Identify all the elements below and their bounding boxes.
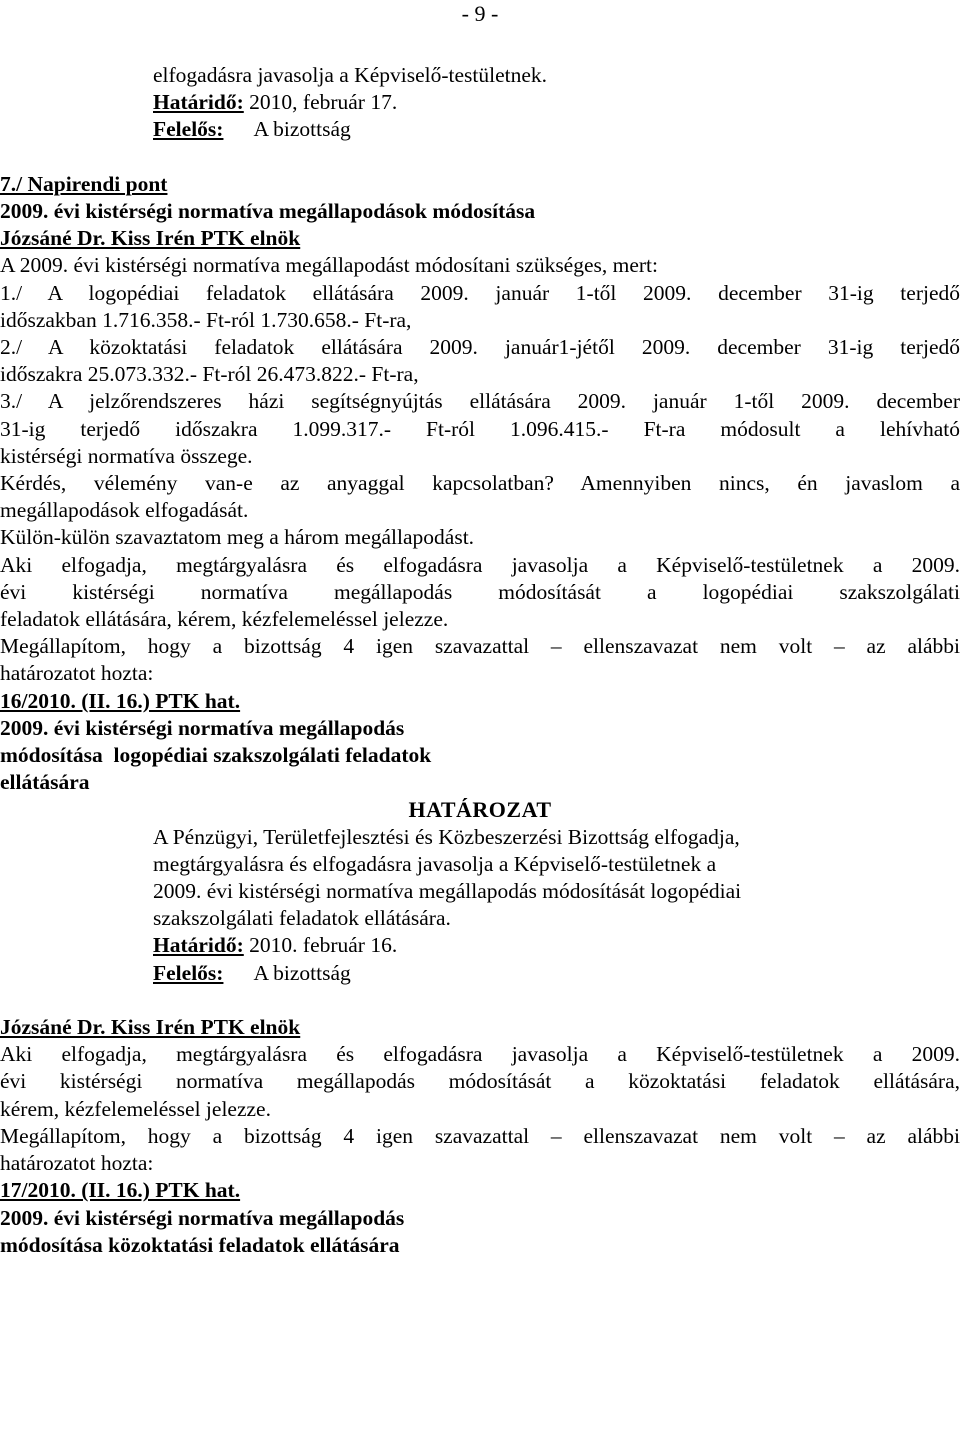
- page-number: - 9 -: [461, 1, 499, 26]
- body-line: 31-ig terjedő időszakra 1.099.317.- Ft-ról 1.096.415.- Ft-ra módosult a lehívható: [0, 416, 960, 441]
- resolution-text-line: 2009. évi kistérségi normatíva megállapodás módosítását logopédiai: [153, 879, 742, 904]
- previous-resolution-tail: [0, 62, 960, 144]
- resolution-heading: HATÁROZAT: [408, 797, 552, 823]
- speaker-name: Józsáné Dr. Kiss Irén PTK elnök: [0, 226, 301, 251]
- agenda-subject: 2009. évi kistérségi normatíva megállapodások módosítása: [0, 199, 536, 223]
- resolution-number: 16/2010. (II. 16.) PTK hat.: [0, 688, 241, 713]
- body-line: Megállapítom, hogy a bizottság 4 igen szavazattal – ellenszavazat nem volt – az alábbi: [0, 634, 960, 659]
- body-line: 2./ A közoktatási feladatok ellátására 2009. január1-jétől 2009. december 31-ig terjedő: [0, 335, 960, 360]
- resolution-text-line: szakszolgálati feladatok ellátására.: [153, 906, 451, 931]
- responsible-line: [153, 116, 960, 143]
- deadline-label: Határidő:: [153, 90, 244, 115]
- body-line: kérem, kézfelemeléssel jelezze.: [0, 1096, 271, 1121]
- deadline-value: 2010. február 16.: [249, 933, 398, 958]
- body-line: időszakban 1.716.358.- Ft-ról 1.730.658.- Ft-ra,: [0, 307, 412, 332]
- deadline-value: 2010, február 17.: [249, 90, 398, 115]
- resolution-title-line: 2009. évi kistérségi normatíva megállapodás: [0, 715, 405, 740]
- body-line: 3./ A jelzőrendszeres házi segítségnyújtás ellátására 2009. január 1-től 2009. december: [0, 389, 960, 414]
- responsible-label: Felelős:: [153, 960, 224, 985]
- deadline-label: Határidő:: [153, 933, 244, 958]
- body-line: Kérdés, vélemény van-e az anyaggal kapcsolatban? Amennyiben nincs, én javaslom a: [0, 471, 960, 496]
- responsible-label: Felelős:: [153, 117, 224, 142]
- body-line: évi kistérségi normatíva megállapodás módosítását a logopédiai szakszolgálati: [0, 579, 960, 604]
- body-line: 1./ A logopédiai feladatok ellátására 2009. január 1-től 2009. december 31-ig terjedő: [0, 280, 960, 305]
- resolution-text-line: megtárgyalásra és elfogadásra javasolja a Képviselő-testületnek a: [153, 851, 717, 876]
- resolution-number: 17/2010. (II. 16.) PTK hat.: [0, 1178, 241, 1203]
- resolution-text-line: A Pénzügyi, Területfejlesztési és Közbeszerzési Bizottság elfogadja,: [153, 824, 740, 849]
- responsible-value: A bizottság: [253, 117, 351, 142]
- resolution-title-line: módosítása logopédiai szakszolgálati feladatok: [0, 743, 432, 768]
- body-line: Aki elfogadja, megtárgyalásra és elfogadásra javasolja a Képviselő-testületnek a 2009.: [0, 1042, 960, 1067]
- body-line: Megállapítom, hogy a bizottság 4 igen szavazattal – ellenszavazat nem volt – az alábbi: [0, 1123, 960, 1148]
- text-line: elfogadásra javasolja a Képviselő-testületnek.: [153, 63, 548, 87]
- body-line: évi kistérségi normatíva megállapodás módosítását a közoktatási feladatok ellátására,: [0, 1069, 960, 1094]
- speaker-name: Józsáné Dr. Kiss Irén PTK elnök: [0, 1015, 301, 1040]
- body-line: Külön-külön szavaztatom meg a három megállapodást.: [0, 525, 475, 550]
- agenda-heading: 7./ Napirendi pont: [0, 171, 168, 196]
- responsible-value: A bizottság: [253, 960, 351, 985]
- deadline-line: [153, 932, 960, 959]
- deadline-line: [153, 89, 960, 116]
- responsible-line: [153, 960, 960, 987]
- body-line: feladatok ellátására, kérem, kézfelemeléssel jelezze.: [0, 607, 449, 632]
- body-line: Aki elfogadja, megtárgyalásra és elfogadásra javasolja a Képviselő-testületnek a 2009.: [0, 552, 960, 577]
- body-line: határozatot hozta:: [0, 661, 154, 686]
- resolution-title-line: ellátására: [0, 770, 90, 795]
- document-body: [0, 62, 960, 1259]
- body-line: kistérségi normatíva összege.: [0, 443, 253, 468]
- resolution-text: [0, 824, 960, 987]
- body-line: határozatot hozta:: [0, 1151, 154, 1176]
- body-line: megállapodások elfogadását.: [0, 498, 249, 523]
- body-line: A 2009. évi kistérségi normatíva megállapodást módosítani szükséges, mert:: [0, 253, 659, 278]
- resolution-title-line: módosítása közoktatási feladatok ellátására: [0, 1232, 400, 1257]
- resolution-title-line: 2009. évi kistérségi normatíva megállapodás: [0, 1205, 405, 1230]
- agenda-body: [0, 252, 960, 687]
- body-line: időszakra 25.073.332.- Ft-ról 26.473.822.- Ft-ra,: [0, 362, 419, 387]
